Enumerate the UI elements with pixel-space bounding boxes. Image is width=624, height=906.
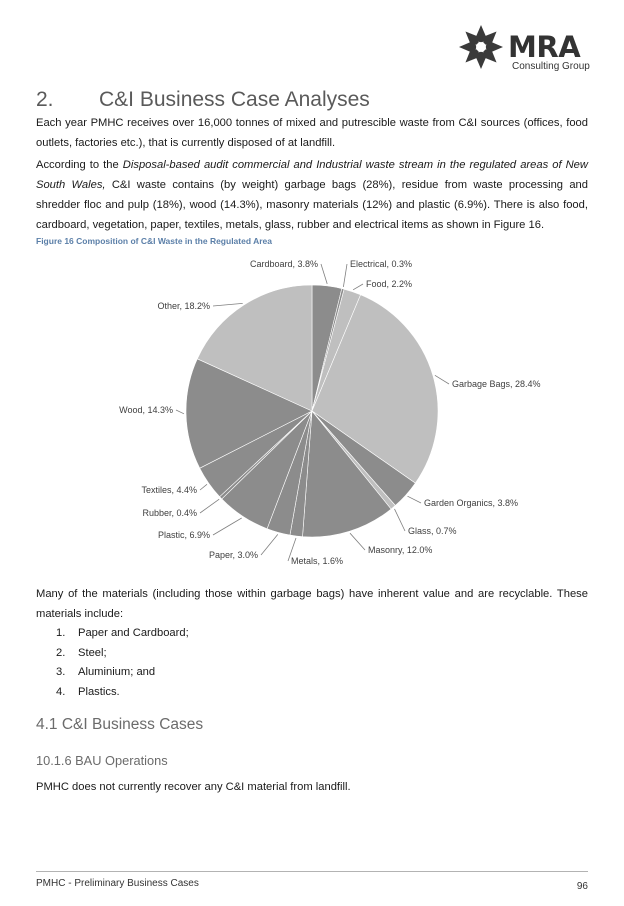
list-text: Aluminium; and bbox=[78, 666, 156, 678]
pie-label-paper: Paper, 3.0% bbox=[208, 550, 258, 560]
heading-title: C&I Business Case Analyses bbox=[99, 88, 370, 111]
paragraph-intro: Each year PMHC receives over 16,000 tonnes of mixed and putrescible waste from C&I sources (offices, food outlets, factories etc.), that is currently disposed of at landfill. bbox=[36, 117, 588, 149]
pie-label-metals: Metals, 1.6% bbox=[291, 556, 344, 566]
pie-chart bbox=[0, 252, 624, 577]
leader-line bbox=[200, 499, 219, 513]
pie-label-wood: Wood, 14.3% bbox=[119, 405, 173, 415]
heading-number: 2. bbox=[36, 88, 54, 111]
pie-label-food: Food, 2.2% bbox=[366, 279, 413, 289]
list-text: Paper and Cardboard; bbox=[78, 627, 189, 639]
paragraph-audit-pre: According to the bbox=[36, 159, 123, 171]
list-number: 1. bbox=[56, 627, 66, 639]
leader-line bbox=[395, 509, 406, 531]
pie-label-other: Other, 18.2% bbox=[157, 301, 210, 311]
list-text: Plastics. bbox=[78, 685, 120, 698]
subsection-heading: 4.1 C&I Business Cases bbox=[36, 716, 204, 733]
figure-caption: Figure 16 Composition of C&I Waste in the Regulated Area bbox=[36, 236, 272, 246]
list-number: 3. bbox=[56, 666, 66, 678]
pie-label-plastic: Plastic, 6.9% bbox=[157, 530, 210, 540]
leader-line bbox=[176, 410, 184, 414]
leader-line bbox=[213, 303, 243, 306]
pie-label-garden-organics: Garden Organics, 3.8% bbox=[424, 498, 519, 508]
leader-line bbox=[350, 533, 365, 550]
audit-title: Disposal-based audit commercial and Industrial waste stream in the regulated areas of New South Wales, bbox=[36, 159, 588, 191]
leader-line bbox=[321, 264, 327, 284]
footer-divider bbox=[36, 871, 588, 872]
paragraph-audit-post: C&I waste contains (by weight) garbage bags (28%), residue from waste processing and shredder floc and pulp (18%), wood (14.3%), masonry materials (12%) and plastic (6.9%). There is also food, cardboard, vegetation, paper, textiles, metals, glass, rubber and electrical items as shown in Figure 16. bbox=[36, 179, 588, 231]
page-number: 96 bbox=[576, 881, 588, 892]
paragraph-bau: PMHC does not currently recover any C&I material from landfill. bbox=[36, 781, 351, 793]
leader-line bbox=[353, 284, 363, 290]
paragraph-recyclable: Many of the materials (including those within garbage bags) have inherent value and are recyclable. These materials include: bbox=[36, 588, 588, 620]
paragraph-audit bbox=[36, 155, 588, 235]
pie-label-glass: Glass, 0.7% bbox=[408, 526, 457, 536]
pie-label-electrical: Electrical, 0.3% bbox=[350, 259, 413, 269]
leader-line bbox=[343, 264, 347, 287]
subsubsection-heading: 10.1.6 BAU Operations bbox=[36, 753, 168, 768]
logo-emblem-icon bbox=[456, 22, 506, 72]
leader-line bbox=[200, 484, 207, 490]
list-text: Steel; bbox=[78, 646, 107, 659]
logo-subtitle: Consulting Group bbox=[512, 61, 590, 72]
pie-label-textiles: Textiles, 4.4% bbox=[141, 485, 197, 495]
pie-label-masonry: Masonry, 12.0% bbox=[368, 545, 433, 555]
mra-logo bbox=[456, 20, 596, 76]
leader-line bbox=[408, 496, 422, 503]
logo-brand: MRA bbox=[508, 30, 581, 64]
footer-title: PMHC - Preliminary Business Cases bbox=[36, 878, 199, 889]
pie-label-garbage-bags: Garbage Bags, 28.4% bbox=[452, 379, 541, 389]
list-number: 2. bbox=[56, 646, 66, 659]
pie-label-rubber: Rubber, 0.4% bbox=[142, 508, 197, 518]
leader-line bbox=[261, 534, 278, 555]
leader-line bbox=[435, 375, 449, 384]
leader-line bbox=[213, 518, 242, 535]
list-number: 4. bbox=[56, 685, 66, 698]
pie-label-cardboard: Cardboard, 3.8% bbox=[249, 259, 318, 269]
